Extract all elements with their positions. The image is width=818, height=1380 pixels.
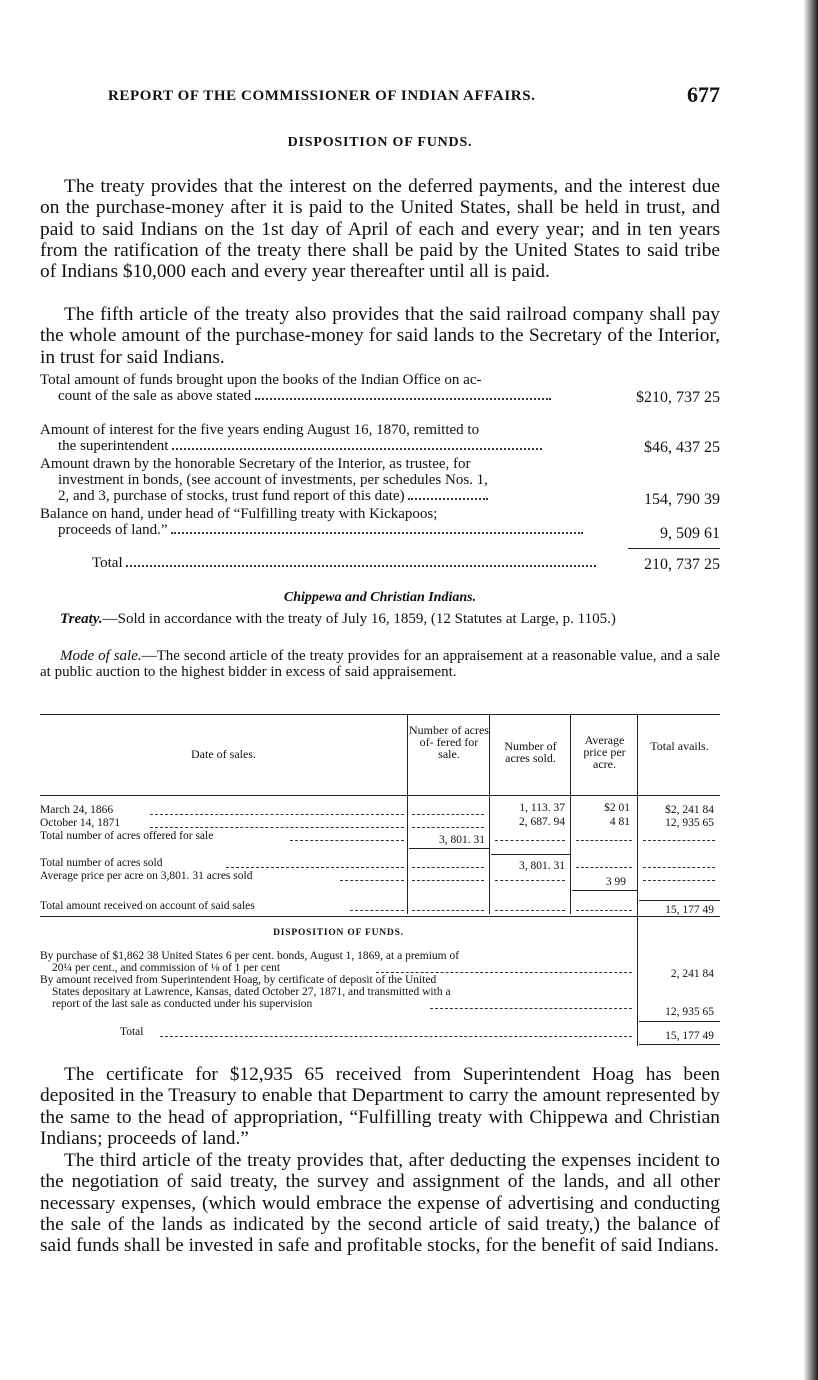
table-cell-average: 4 81 — [609, 816, 630, 828]
treaty-label: Treaty. — [60, 611, 103, 627]
table-cell-total: $2, 241 84 — [665, 804, 714, 816]
disposition-amount: 12, 935 65 — [665, 1006, 714, 1018]
col-header-total: Total avails. — [650, 739, 709, 753]
disposition-text: By amount received from Superintendent Hoag, by certificate of deposit of the United — [40, 974, 437, 986]
disposition-text: 20¼ per cent., and commission of ⅛ of 1 per cent — [52, 962, 281, 974]
table-row-label: Total number of acres offered for sale — [40, 830, 214, 842]
disposition-text: States depositary at Lawrence, Kansas, dated October 27, 1871, and transmitted with a — [52, 986, 451, 998]
table-row-label: October 14, 1871 — [40, 817, 121, 829]
disposition-row-hoag — [40, 974, 634, 1010]
table-cell-offered: 3, 801. 31 — [439, 834, 485, 846]
table-cell-sold: 3, 801. 31 — [519, 860, 565, 872]
disposition-text: report of the last sale as conducted under his supervision — [52, 998, 313, 1010]
table-cell-sold: 2, 687. 94 — [519, 816, 565, 828]
table-row-label: March 24, 1866 — [40, 804, 114, 816]
col-header-sold: Number of acres sold. — [504, 739, 557, 765]
rule — [628, 548, 720, 549]
table-cell-average: 3 99 — [605, 876, 626, 888]
mode-text: —The second article of the treaty provides for an appraisement at a reasonable value, and a sale at public auction to the highest bidder in excess of said appraisement. — [40, 648, 720, 680]
ledger-total-amount: 210, 737 25 — [644, 556, 720, 573]
ledger-text: Amount drawn by the honorable Secretary of the Interior, as trustee, for — [40, 456, 471, 472]
treaty-text: —Sold in accordance with the treaty of July 16, 1859, (12 Statutes at Large, p. 1105.) — [102, 611, 616, 627]
paragraph-mode-of-sale — [40, 649, 720, 680]
page-edge-shadow — [804, 0, 818, 1380]
col-header-offered: Number of acres of- fered for sale. — [409, 723, 489, 761]
paragraph-treaty-reference — [40, 612, 720, 628]
paragraph-fifth-article: The fifth article of the treaty also provides that the said railroad company shall pay the whole amount of the purchase-money for said lands to the Secretary of the Interior, in trust for said Indians. — [40, 304, 720, 368]
page-number: 677 — [687, 82, 720, 107]
table-cell-total: 15, 177 49 — [665, 904, 714, 916]
ledger-amount: 9, 509 61 — [660, 525, 720, 542]
mode-label: Mode of sale. — [60, 648, 142, 664]
paragraph-certificate: The certificate for $12,935 65 received from Superintendent Hoag has been deposited in the Treasury to enable that Department to carry the amount represented by the same to the head of appropriation, “Fulfilling treaty with Chippewa and Christian Indians; proceeds of land.” — [40, 1064, 720, 1149]
disposition-heading: DISPOSITION OF FUNDS. — [273, 928, 404, 938]
ledger-text: 2, and 3, purchase of stocks, trust fund report of this date) — [58, 488, 405, 504]
section-title: DISPOSITION OF FUNDS. — [287, 135, 473, 150]
ledger-text: Total amount of funds brought upon the books of the Indian Office on ac- — [40, 372, 482, 388]
ledger-amount: $46, 437 25 — [644, 439, 720, 456]
ledger-amount: $210, 737 25 — [636, 389, 720, 406]
disposition-total-label: Total — [120, 1026, 144, 1038]
ledger-text: Amount of interest for the five years ending August 16, 1870, remitted to — [40, 422, 480, 438]
subheading-chippewa: Chippewa and Christian Indians. — [283, 590, 477, 605]
running-header — [108, 82, 720, 116]
sales-table — [40, 714, 720, 1050]
table-cell-average: $2 01 — [604, 802, 630, 814]
ledger-text: Balance on hand, under head of “Fulfilling treaty with Kickapoos; — [40, 506, 438, 522]
table-row-label: Average price per acre on 3,801. 31 acres sold — [40, 870, 253, 882]
document-page — [40, 0, 720, 1380]
ledger-text: proceeds of land.” — [58, 522, 168, 538]
disposition-row-purchase — [40, 950, 634, 974]
disposition-text: By purchase of $1,862 38 United States 6 per cent. bonds, August 1, 1869, at a premium of — [40, 950, 460, 962]
col-header-average: Average price per acre. — [583, 733, 626, 771]
ledger-total-label: Total — [92, 555, 123, 571]
ledger-text: the superintendent — [58, 438, 169, 454]
disposition-amount: 2, 241 84 — [670, 968, 714, 980]
ledger-amount: 154, 790 39 — [644, 491, 720, 508]
disposition-total-amount: 15, 177 49 — [665, 1030, 714, 1042]
header-title: REPORT OF THE COMMISSIONER OF INDIAN AFFAIRS. — [108, 88, 536, 104]
col-header-date: Date of sales. — [191, 747, 256, 761]
ledger-text: count of the sale as above stated — [58, 388, 252, 404]
paragraph-treaty-interest: The treaty provides that the interest on the deferred payments, and the interest due on the purchase-money after it is paid to the United States, shall be held in trust, and paid to said Indians on the 1st day of April of each and every year; and in ten years from the ratification of the treaty there shall be paid by the United States to said tribe of Indians $10,000 each and every year thereafter until all is paid. — [40, 176, 720, 283]
table-cell-sold: 1, 113. 37 — [519, 802, 565, 814]
ledger-text: investment in bonds, (see account of investments, per schedules Nos. 1, — [58, 472, 488, 488]
table-row-label: Total number of acres sold — [40, 857, 163, 869]
table-cell-total: 12, 935 65 — [665, 817, 714, 829]
table-row-label: Total amount received on account of said sales — [40, 900, 255, 912]
paragraph-third-article: The third article of the treaty provides that, after deducting the expenses incident to the negotiation of said treaty, the survey and assignment of the lands, and all other necessary expenses, (which would embrace the expense of advertising and conducting the sale of the lands as indicated by the second article of said treaty,) the balance of said funds shall be invested in safe and profitable stocks, for the benefit of said Indians. — [40, 1150, 720, 1257]
